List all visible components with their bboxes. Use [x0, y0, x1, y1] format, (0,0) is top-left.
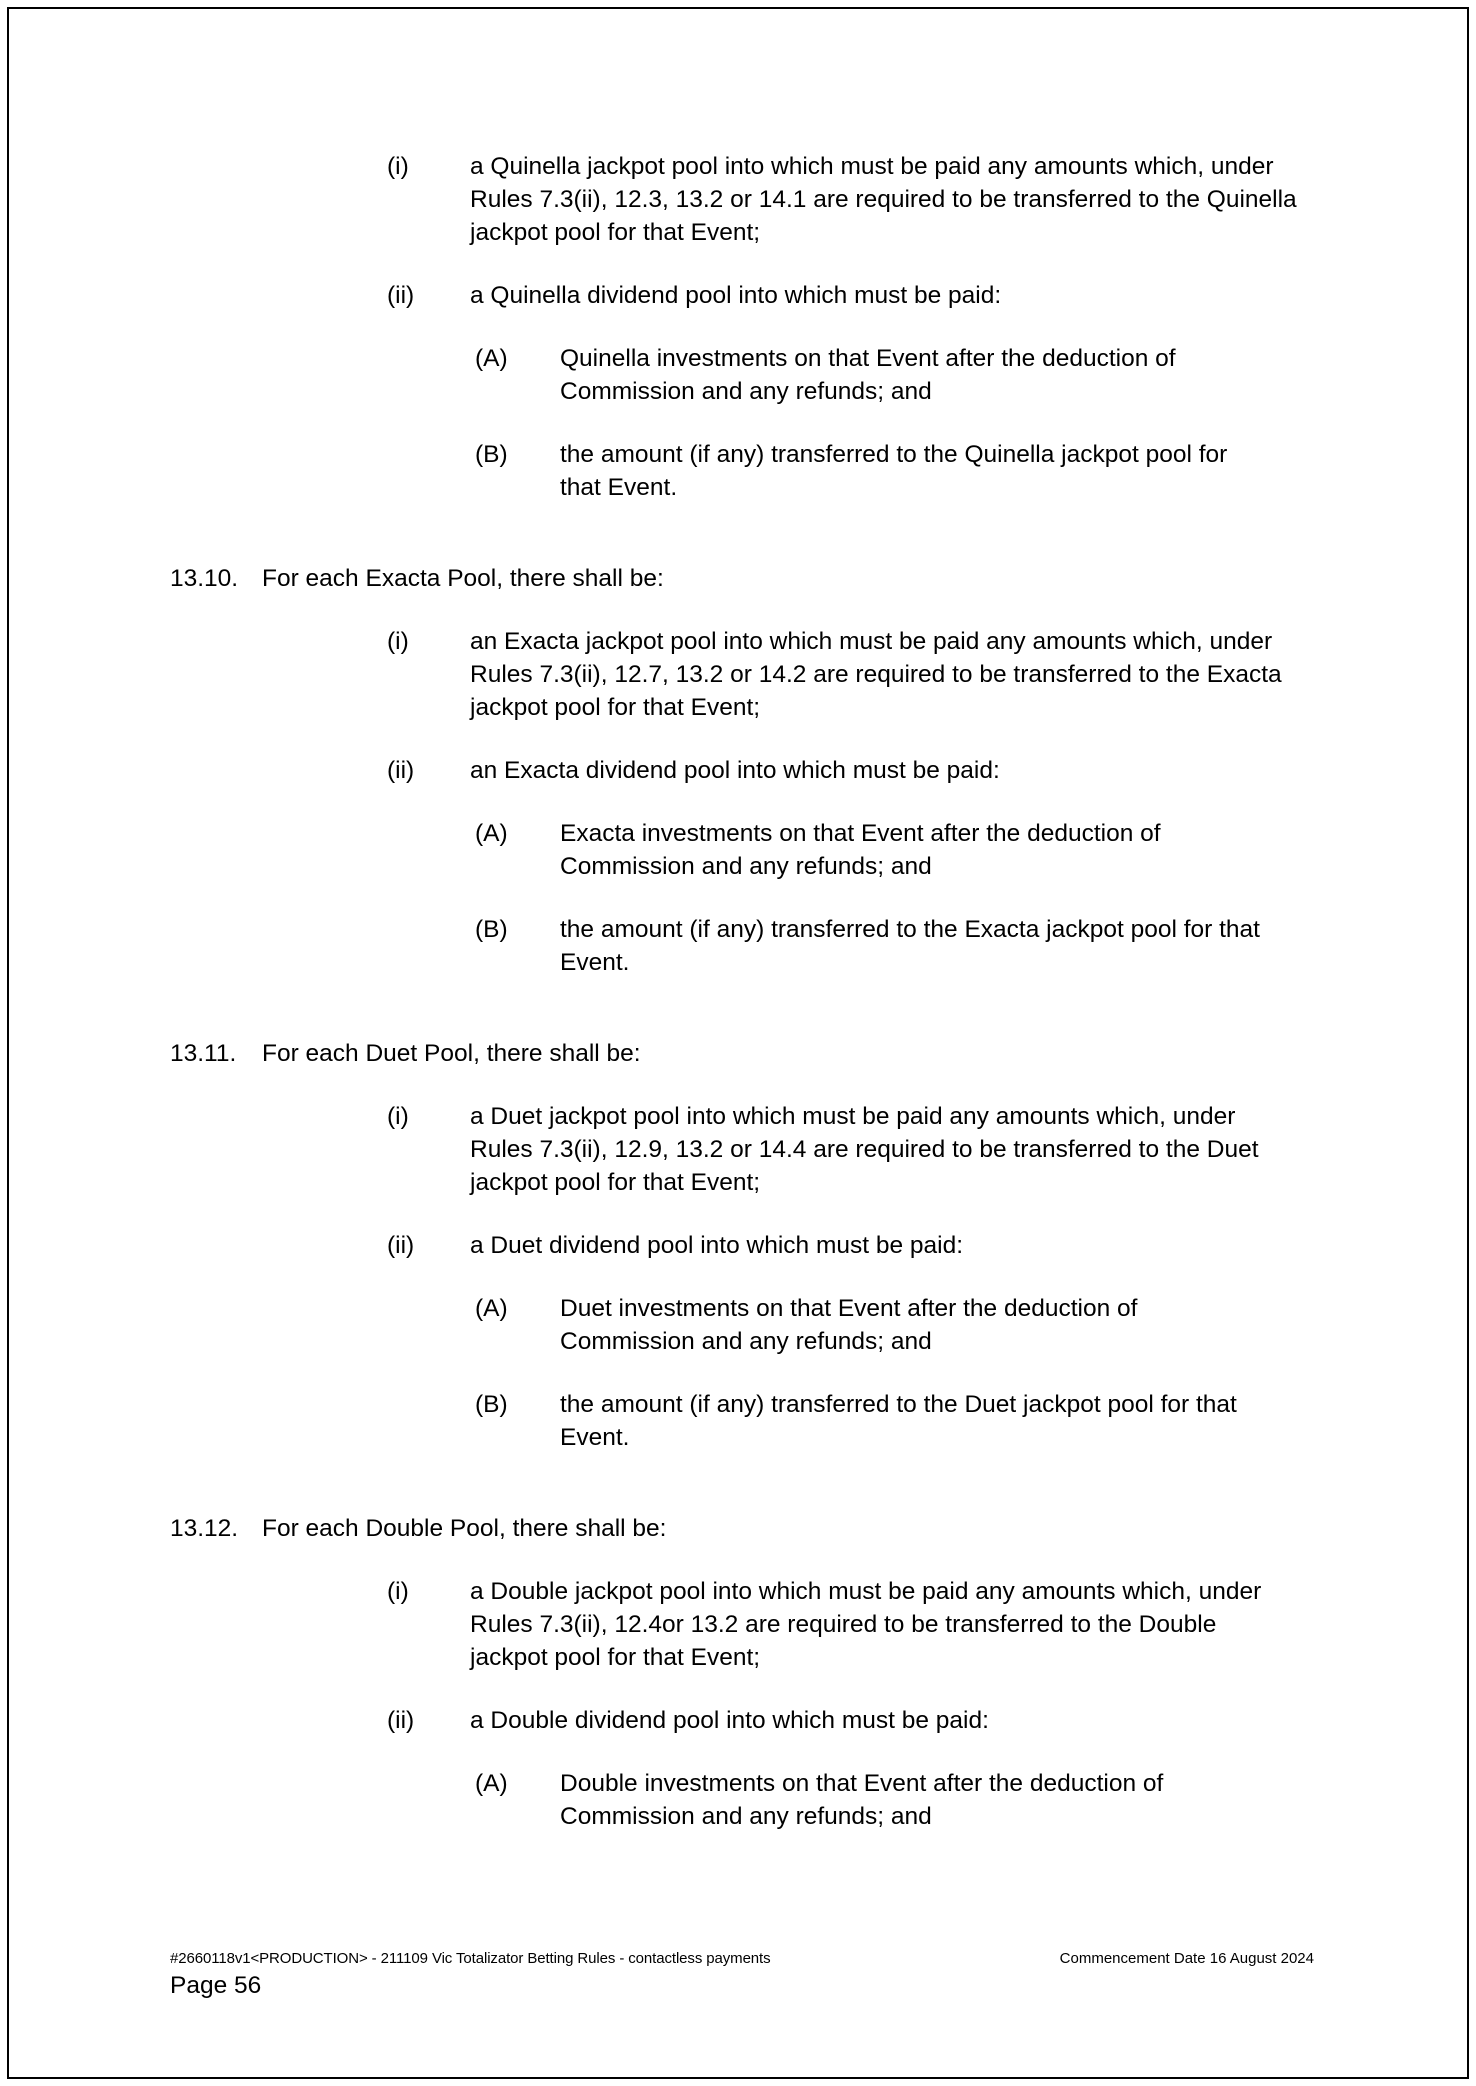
- roman-marker: (i): [387, 1103, 409, 1130]
- alpha-marker: (A): [475, 820, 508, 847]
- alpha-text: Quinella investments on that Event after the deduction of Commission and any refunds; and: [560, 345, 1176, 405]
- roman-marker: (i): [387, 153, 409, 180]
- list-item: [475, 1388, 1356, 1454]
- alpha-marker: (A): [475, 345, 508, 372]
- footer-commencement-date: Commencement Date 16 August 2024: [1059, 1950, 1314, 1967]
- alpha-marker: (B): [475, 916, 508, 943]
- alpha-text: the amount (if any) transferred to the Exacta jackpot pool for that Event.: [560, 916, 1260, 976]
- roman-text: an Exacta jackpot pool into which must be paid any amounts which, under Rules 7.3(ii), 12.7, 13.2 or 14.2 are required to be transferred to the Exacta jackpot pool for that Event;: [470, 628, 1282, 721]
- rule-heading-13-10: [170, 562, 1356, 595]
- page-number: Page 56: [170, 1972, 262, 1999]
- rule-heading-text: For each Exacta Pool, there shall be:: [262, 565, 664, 592]
- rule-heading-text: For each Duet Pool, there shall be:: [262, 1040, 641, 1067]
- rule-13-12-list: [170, 1575, 1356, 1833]
- alpha-text: the amount (if any) transferred to the Duet jackpot pool for that Event.: [560, 1391, 1237, 1451]
- roman-marker: (ii): [387, 1232, 415, 1259]
- roman-text: a Quinella jackpot pool into which must be paid any amounts which, under Rules 7.3(ii), 12.3, 13.2 or 14.1 are required to be transferred to the Quinella jackpot pool for that Event;: [470, 153, 1297, 246]
- list-item: [387, 1575, 1356, 1674]
- alpha-text: the amount (if any) transferred to the Quinella jackpot pool for that Event.: [560, 441, 1228, 501]
- roman-marker: (i): [387, 628, 409, 655]
- list-item: [387, 754, 1356, 787]
- list-item: [387, 1100, 1356, 1199]
- alpha-marker: (A): [475, 1295, 508, 1322]
- list-item: [387, 1704, 1356, 1737]
- list-item: [475, 817, 1356, 883]
- rule-number: 13.12.: [170, 1515, 239, 1542]
- roman-text: an Exacta dividend pool into which must be paid:: [470, 757, 1000, 784]
- list-item: [387, 1229, 1356, 1262]
- roman-text: a Quinella dividend pool into which must be paid:: [470, 282, 1002, 309]
- rule-heading-13-12: [170, 1512, 1356, 1545]
- alpha-text: Exacta investments on that Event after the deduction of Commission and any refunds; and: [560, 820, 1161, 880]
- rule-13-10-list: [170, 625, 1356, 979]
- roman-text: a Double dividend pool into which must be paid:: [470, 1707, 989, 1734]
- list-item: [475, 438, 1356, 504]
- roman-marker: (ii): [387, 1707, 415, 1734]
- footer-document-id: #2660118v1<PRODUCTION> - 211109 Vic Totalizator Betting Rules - contactless payments: [170, 1950, 771, 1967]
- rule-heading-text: For each Double Pool, there shall be:: [262, 1515, 667, 1542]
- alpha-marker: (B): [475, 441, 508, 468]
- list-item: [387, 150, 1356, 249]
- rule-number: 13.10.: [170, 565, 239, 592]
- list-item: [475, 913, 1356, 979]
- alpha-marker: (A): [475, 1770, 508, 1797]
- rule-13-11-list: [170, 1100, 1356, 1454]
- roman-text: a Duet jackpot pool into which must be paid any amounts which, under Rules 7.3(ii), 12.9, 13.2 or 14.4 are required to be transferred to the Duet jackpot pool for that Event;: [470, 1103, 1259, 1196]
- page-footer: [170, 1948, 1376, 2001]
- alpha-text: Duet investments on that Event after the deduction of Commission and any refunds; and: [560, 1295, 1138, 1355]
- continued-roman-list: [170, 150, 1356, 504]
- roman-text: a Duet dividend pool into which must be paid:: [470, 1232, 964, 1259]
- alpha-text: Double investments on that Event after the deduction of Commission and any refunds; and: [560, 1770, 1164, 1830]
- rule-number: 13.11.: [170, 1040, 237, 1067]
- roman-text: a Double jackpot pool into which must be paid any amounts which, under Rules 7.3(ii), 12.4or 13.2 are required to be transferred to the Double jackpot pool for that Event;: [470, 1578, 1262, 1671]
- list-item: [475, 1292, 1356, 1358]
- list-item: [387, 625, 1356, 724]
- footer-top-row: [170, 1948, 1376, 1969]
- rule-heading-13-11: [170, 1037, 1356, 1070]
- list-item: [475, 342, 1356, 408]
- roman-marker: (i): [387, 1578, 409, 1605]
- roman-marker: (ii): [387, 282, 415, 309]
- list-item: [387, 279, 1356, 312]
- list-item: [475, 1767, 1356, 1833]
- roman-marker: (ii): [387, 757, 415, 784]
- alpha-marker: (B): [475, 1391, 508, 1418]
